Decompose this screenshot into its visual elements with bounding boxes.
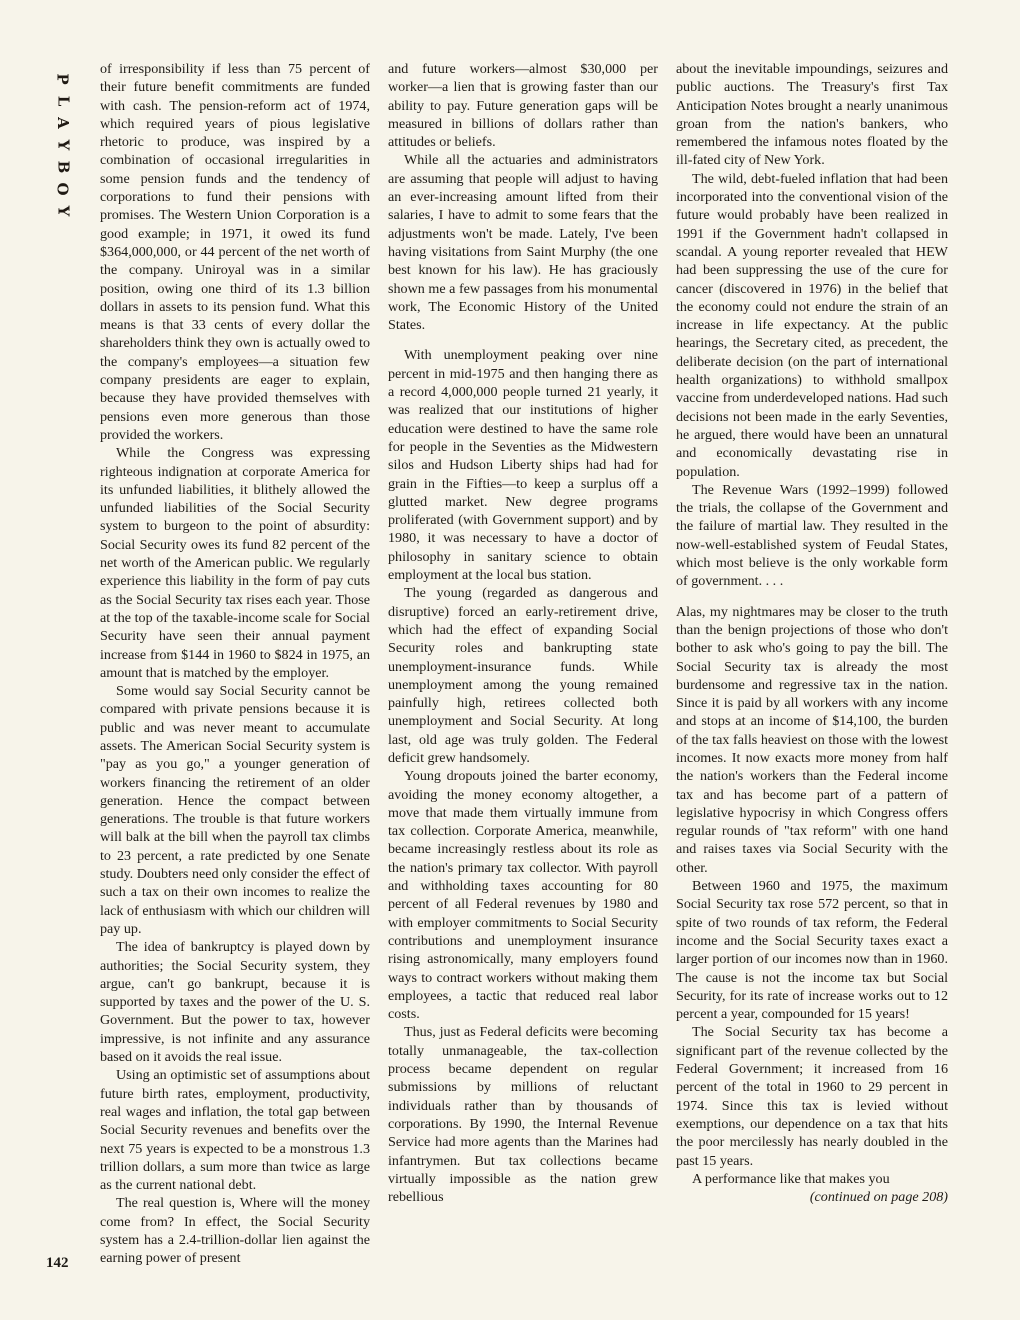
paragraph: Some would say Social Security cannot be compared with private pensions because it is public and was never meant to accumulate assets. The American Social Security system is "pay as you go," a younger generation of workers financing the retirement of an older generation. Hence the compact between generations. The trouble is that future workers will balk at the bill when the payroll tax climbs to 23 percent, a rate predicted by one Senate study. Doubters need only consider the effect of such a tax on their own incomes to realize the lack of enthusiasm with which our children will pay up. <box>100 683 370 937</box>
paragraph: The real question is, Where will the money come from? In effect, the Social Security system has a 2.4-trillion-dollar lien against the earning power of present <box>100 1195 370 1267</box>
masthead-letter: L <box>53 95 72 107</box>
paragraph: A performance like that makes you <box>692 1170 890 1187</box>
article-column-2 <box>388 60 658 1206</box>
continued-notice: (continued on page 208) <box>809 1189 948 1206</box>
paragraph: The Revenue Wars (1992–1999) followed the trials, the collapse of the Government and the failure of martial law. They resulted in the now-well-established system of Feudal States, which most believe is the only workable form of government. . . . <box>676 481 948 590</box>
paragraph: The Social Security tax has become a significant part of the revenue collected by the Federal Government; it increased from 16 percent of the total in 1960 to 29 percent in 1974. Since this tax is levied without exemptions, our dependence on a tax that hits the poor mercilessly has nearly doubled in the past 15 years. <box>676 1024 948 1169</box>
masthead-letter: P <box>54 73 72 85</box>
paragraph: The wild, debt-fueled inflation that had been incorporated into the conventional vision of the future would probably have been realized in 1991 if the Government hadn't collapsed in scandal. A young reporter revealed that HEW had been suppressing the use of the cure for cancer (discovered in 1976) in the belief that the economy could not endure the strain of an increase in life expectancy. At the public hearings, the Secretary cited, as precedent, the deliberate decision (on the part of international health organizations) to withhold smallpox vaccine from underdeveloped nations. Had such decisions not been made in the early Seventies, he argued, there would have been an unnatural and economically devastating rise in population. <box>676 170 948 480</box>
masthead-letter: A <box>53 117 72 129</box>
paragraph: The young (regarded as dangerous and disruptive) forced an early-retirement drive, which had the effect of expanding Social Security roles and bankrupting state unemployment-insurance funds. While unemployment among the young remained painfully high, retirees collected both unemployment and Social Security. At long last, old age was truly golden. The Federal deficit grew handsomely. <box>388 585 658 766</box>
magazine-masthead <box>52 70 74 220</box>
article-column-3 <box>676 60 948 1206</box>
masthead-letter: Y <box>54 205 72 217</box>
paragraph: With unemployment peaking over nine percent in mid-1975 and then hanging there as a record 4,000,000 people turned 21 yearly, it was realized that our institutions of higher education were destined to have the same role for people in the Seventies as the Midwestern silos and Hudson Liberty ships had had for grain in the Fifties—to keep a surplus off a glutted market. New degree programs proliferated (with Government support) and by 1980, it was necessary to have a doctor of philosophy in sanitary science to obtain employment at the local bus station. <box>388 347 658 584</box>
paragraph: Between 1960 and 1975, the maximum Social Security tax rose 572 percent, so that in spite of two rounds of tax reform, the Federal income and the Social Security taxes exact a larger portion of our incomes now than in 1960. The cause is not the income tax but Social Security, for its rate of increase works out to 12 percent a year, compounded for 15 years! <box>676 878 948 1023</box>
paragraph: The idea of bankruptcy is played down by authorities; the Social Security system, they argue, can't go bankrupt, because it is supported by taxes and the power of the U. S. Government. But the power to tax, however impressive, is not infinite and any assurance based on it avoids the real issue. <box>100 939 370 1066</box>
masthead-letter: O <box>53 182 72 196</box>
paragraph: Alas, my nightmares may be closer to the truth than the benign projections of those who don't bother to ask who's going to pay the bill. The Social Security tax is already the most burdensome and regressive tax in the nation. Since it is paid by all workers with any income and stops at an income of $14,100, the burden of the tax falls heaviest on those with the lowest incomes. It now exacts more money from half the nation's workers than the Federal income tax and has become part of a pattern of legislative hypocrisy in which Congress offers regular rounds of "tax reform" with one hand and raises taxes via Social Security with the other. <box>676 603 948 876</box>
article-column-1 <box>100 60 370 1268</box>
paragraph: about the inevitable impoundings, seizures and public auctions. The Treasury's first Tax Anticipation Notes brought a nearly unanimous groan from the nation's bankers, who remembered the infamous notes floated by the ill-fated city of New York. <box>676 61 948 169</box>
paragraph: Using an optimistic set of assumptions about future birth rates, employment, productivity, real wages and inflation, the total gap between Social Security revenues and benefits over the next 75 years is expected to be a monstrous 1.3 trillion dollars, a sum more than twice as large as the current national debt. <box>100 1067 370 1194</box>
paragraph: and future workers—almost $30,000 per worker—a lien that is growing faster than our ability to pay. Future generation gaps will be measured in billions of dollars rather than attitudes or beliefs. <box>388 61 658 151</box>
masthead-letter: B <box>54 160 72 174</box>
paragraph: Young dropouts joined the barter economy, avoiding the money economy altogether, a move that made them virtually immune from tax collection. Corporate America, meanwhile, became increasingly restless about its role as the nation's primary tax collector. With payroll and withholding taxes accounting for 80 percent of all Federal revenues by 1980 and with employer commitments to Social Security contributions and unemployment insurance rising astronomically, many employers found ways to contract workers without making them employees, a tactic that reduced real labor costs. <box>388 768 658 1023</box>
masthead-letter: Y <box>54 139 72 151</box>
page-number: 142 <box>46 1255 69 1271</box>
paragraph: While the Congress was expressing righteous indignation at corporate America for its unfunded liabilities, it blithely allowed the unfunded liabilities of the Social Security system to burgeon to the point of absurdity: Social Security owes its fund 82 percent of the net worth of the American public. We regularly experience this liability in the form of pay cuts as the Social Security tax rises each year. Those at the top of the taxable-income scale for Social Security have seen their annual payment increase from $144 in 1960 to $824 in 1975, an amount that is matched by the employer. <box>100 445 370 681</box>
paragraph: Thus, just as Federal deficits were becoming totally unmanageable, the tax-collection process became dependent on regular submissions by millions of reluctant individuals rather than by thousands of corporations. By 1990, the Internal Revenue Service had more agents than the Marines had infantrymen. But tax collections became virtually impossible as the nation grew rebellious <box>388 1024 658 1206</box>
paragraph: While all the actuaries and administrators are assuming that people will adjust to having an ever-increasing amount lifted from their salaries, I have to admit to some fears that the adjustments won't be made. Lately, I've been having visitations from Saint Murphy (the one best known for his law). He has graciously shown me a few passages from his monumental work, The Economic History of the United States. <box>388 152 658 334</box>
paragraph: of irresponsibility if less than 75 percent of their future benefit commitments are funded with cash. The pension-reform act of 1974, which required years of pious legislative rhetoric to produce, was inspired by a combination of occasional irregularities in some pension funds and the tendency of corporations to fund their pensions with promises. The Western Union Corporation is a good example; in 1971, it owed its fund $364,000,000, or 44 percent of the net worth of the company. Uniroyal was in a similar position, owing one third of its 1.3 billion dollars in assets to its pension fund. What this means is that 33 cents of every dollar the shareholders think they own is actually owed to the company's employees—a situation few company presidents are eager to explain, because they have provided themselves with pensions even more generous than those provided the workers. <box>100 61 370 443</box>
